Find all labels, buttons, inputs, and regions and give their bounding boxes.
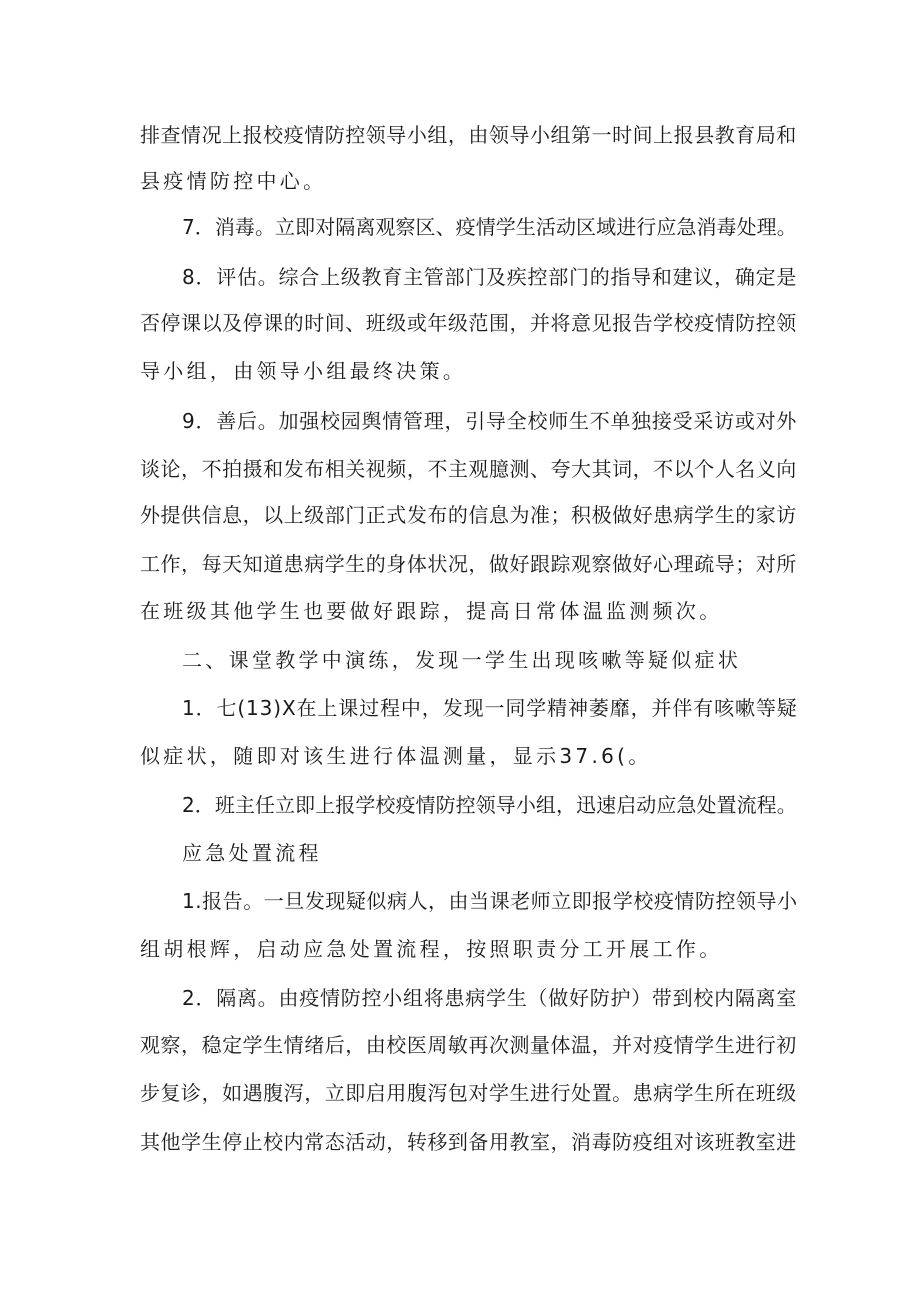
- subsection-heading: 应急处置流程: [182, 841, 322, 865]
- text-line: 组胡根辉，启动应急处置流程，按照职责分工开展工作。: [140, 937, 723, 961]
- text-line: 2．班主任立即上报学校疫情防控领导小组，迅速启动应急处置流程。: [182, 793, 797, 817]
- text-line: 步复诊，如遇腹泻，立即启用腹泻包对学生进行处置。患病学生所在班级: [140, 1081, 797, 1105]
- text-line: 谈论，不拍摄和发布相关视频，不主观臆测、夸大其词，不以个人名义向: [140, 457, 797, 481]
- text-line: 观察，稳定学生情绪后，由校医周敏再次测量体温，并对疫情学生进行初: [140, 1033, 797, 1057]
- text-line: 其他学生停止校内常态活动，转移到备用教室，消毒防疫组对该班教室进: [140, 1130, 797, 1154]
- section-heading: 二、课堂教学中演练，发现一学生出现咳嗽等疑似症状: [182, 648, 742, 672]
- text-line: 在班级其他学生也要做好跟踪，提高日常体温监测频次。: [140, 599, 723, 623]
- text-line: 1.报告。一旦发现疑似病人，由当课老师立即报学校疫情防控领导小: [182, 889, 798, 913]
- text-line: 否停课以及停课的时间、班级或年级范围，并将意见报告学校疫情防控领: [140, 311, 797, 335]
- text-line: 工作，每天知道患病学生的身体状况，做好跟踪观察做好心理疏导；对所: [140, 552, 797, 576]
- text-line: 7．消毒。立即对隔离观察区、疫情学生活动区域进行应急消毒处理。: [182, 215, 797, 239]
- text-line: 8．评估。综合上级教育主管部门及疾控部门的指导和建议，确定是: [182, 265, 798, 289]
- text-line: 2．隔离。由疫情防控小组将患病学生（做好防护）带到校内隔离室: [182, 986, 798, 1010]
- text-line: 似症状，随即对该生进行体温测量，显示37.6(。: [140, 744, 652, 768]
- text-line: 外提供信息，以上级部门正式发布的信息为准；积极做好患病学生的家访: [140, 503, 797, 527]
- text-line: 排查情况上报校疫情防控领导小组，由领导小组第一时间上报县教育局和: [140, 123, 797, 147]
- text-line: 县疫情防控中心。: [140, 169, 327, 193]
- text-line: 导小组，由领导小组最终决策。: [140, 359, 467, 383]
- text-line: 9．善后。加强校园舆情管理，引导全校师生不单独接受采访或对外: [182, 409, 798, 433]
- text-line: 1．七(13)X在上课过程中，发现一同学精神萎靡，并伴有咳嗽等疑: [182, 696, 798, 720]
